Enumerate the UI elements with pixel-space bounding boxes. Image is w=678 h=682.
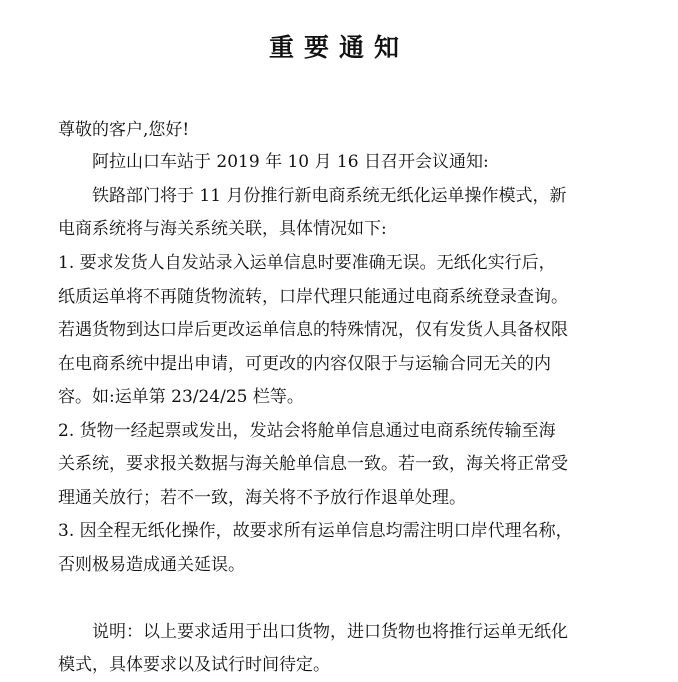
greeting: 尊敬的客户,您好! <box>58 120 190 140</box>
body-line: 铁路部门将于 11 月份推行新电商系统无纸化运单操作模式，新 <box>92 186 567 206</box>
item1-line: 若遇货物到达口岸后更改运单信息的特殊情况，仅有发货人具备权限 <box>58 320 568 340</box>
body-line: 电商系统将与海关系统关联，具体情况如下: <box>58 219 387 239</box>
item1-line: 1. 要求发货人自发站录入运单信息时要准确无误。无纸化实行后， <box>58 253 556 273</box>
item2-line: 2. 货物一经起票或发出，发站会将舱单信息通过电商系统传输至海 <box>58 421 556 441</box>
item1-line: 容。如:运单第 23/24/25 栏等。 <box>58 387 304 407</box>
document-title: 重要通知 <box>268 33 409 62</box>
item1-line: 纸质运单将不再随货物流转，口岸代理只能通过电商系统登录查询。 <box>58 287 568 307</box>
intro-line: 阿拉山口车站于 2019 年 10 月 16 日召开会议通知: <box>92 152 489 172</box>
item2-line: 关系统，要求报关数据与海关舱单信息一致。若一致，海关将正常受 <box>58 454 568 474</box>
item1-line: 在电商系统中提出申请，可更改的内容仅限于与运输合同无关的内 <box>58 354 551 374</box>
item3-line: 3. 因全程无纸化操作，故要求所有运单信息均需注明口岸代理名称， <box>58 521 573 541</box>
item3-line: 否则极易造成通关延误。 <box>58 555 245 575</box>
item2-line: 理通关放行；若不一致，海关将不予放行作退单处理。 <box>58 488 466 508</box>
note-line: 模式，具体要求以及试行时间待定。 <box>58 655 330 675</box>
note-line: 说明：以上要求适用于出口货物，进口货物也将推行运单无纸化 <box>92 622 568 642</box>
